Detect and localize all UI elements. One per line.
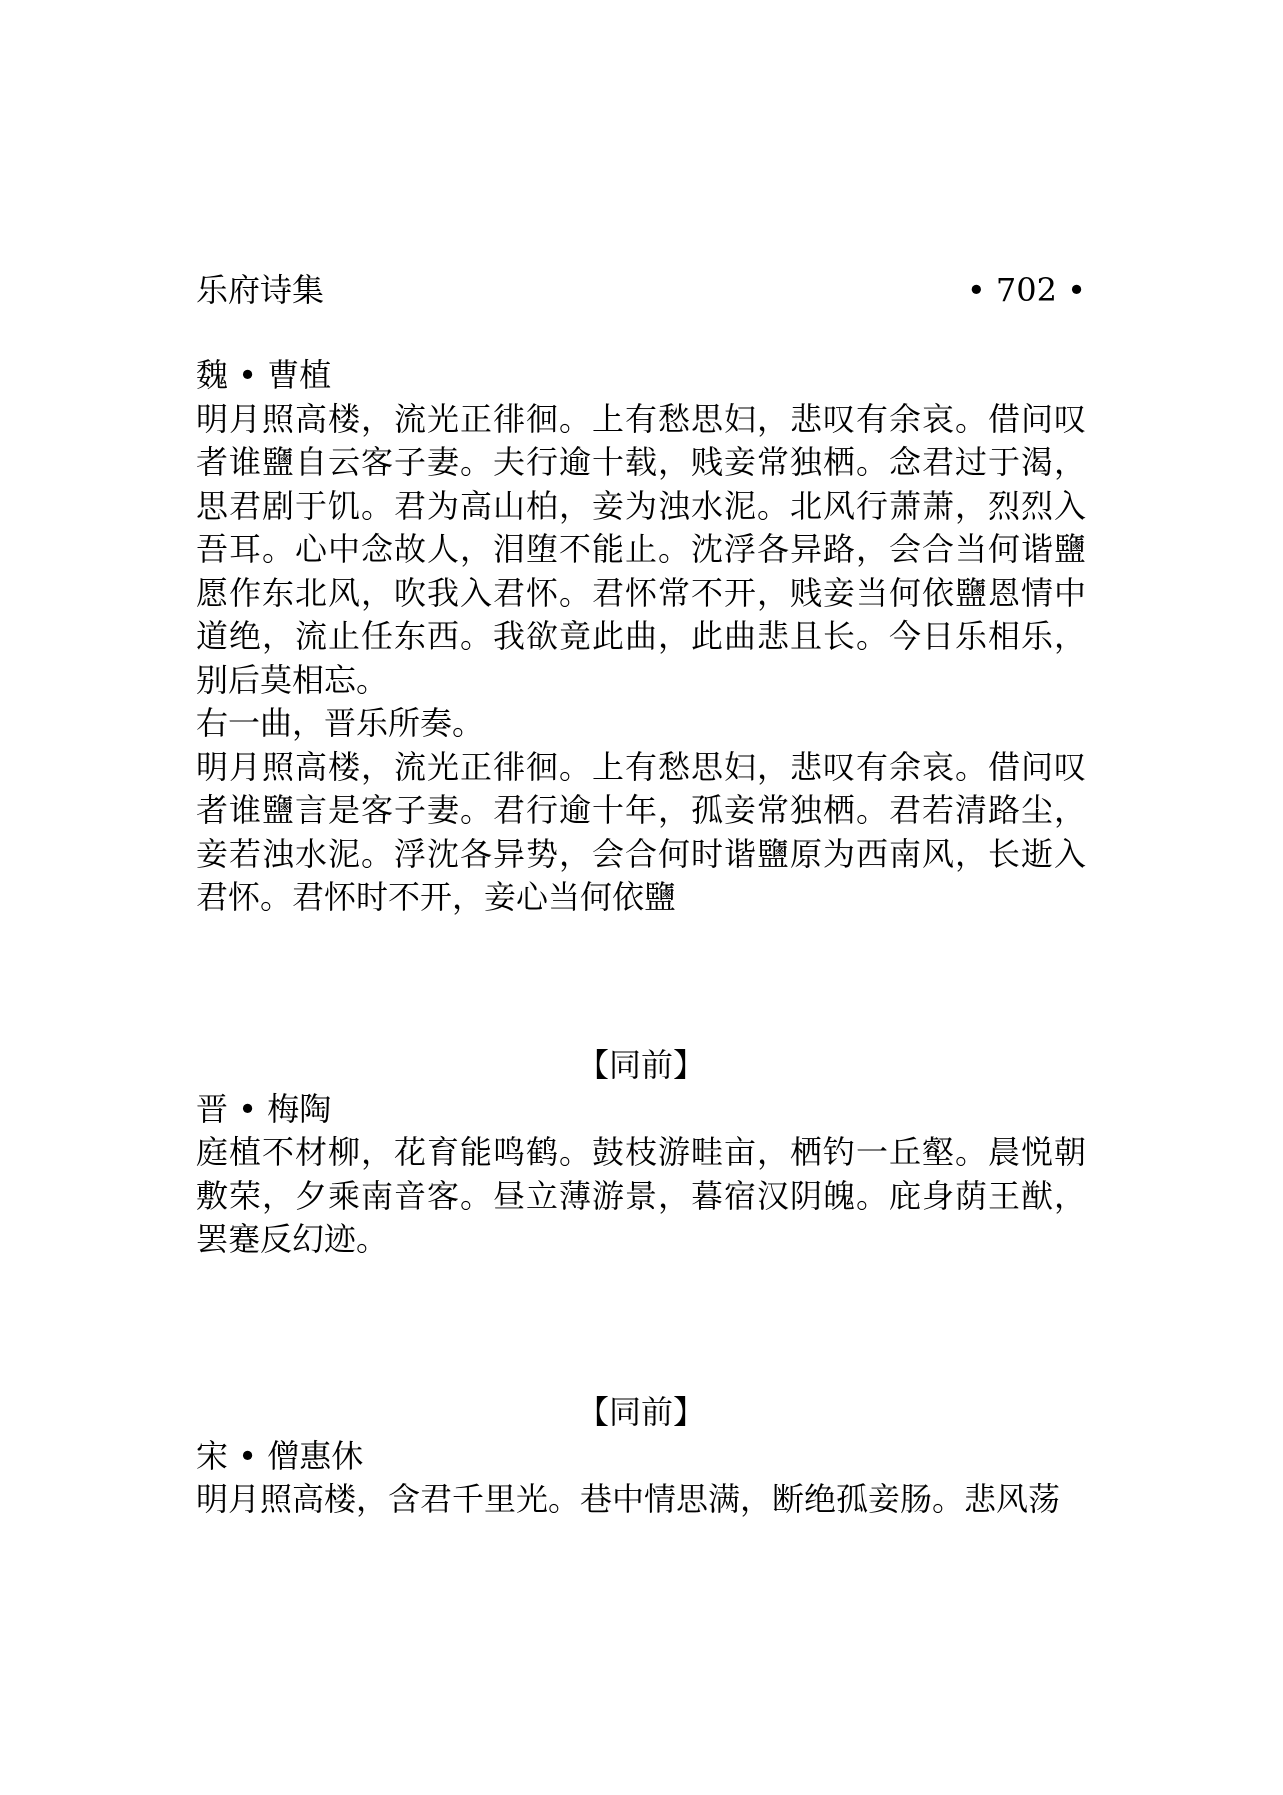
document-page <box>196 0 1086 1795</box>
poem-note: 右一曲，晋乐所奏。 <box>196 704 485 742</box>
poem-section <box>196 354 1086 920</box>
book-title: 乐府诗集 <box>196 271 325 309</box>
section-title: 【同前】 <box>576 1046 705 1084</box>
poem-text: 明月照高楼，流光正徘徊。上有愁思妇，悲叹有余哀。借问叹者谁鹽自云客子妻。夫行逾十载，贱妾常独栖。念君过于渴，思君剧于饥。君为高山柏，妾为浊水泥。北风行萧萧，烈烈入吾耳。心中念故人，泪堕不能止。沈浮各异路，会合当何谐鹽愿作东北风，吹我入君怀。君怀常不开，贱妾当何依鹽恩情中道绝，流止任东西。我欲竟此曲，此曲悲且长。今日乐相乐，别后莫相忘。 <box>196 399 1086 699</box>
poem-text: 庭植不材柳，花育能鸣鹤。鼓枝游畦亩，栖钓一丘壑。晨悦朝敷荣，夕乘南音客。昼立薄游景，暮宿汉阴魄。庇身荫王猷，罢蹇反幻迹。 <box>196 1133 1086 1258</box>
section-title: 【同前】 <box>576 1393 705 1431</box>
poem-section <box>196 1044 1086 1262</box>
poem-section <box>196 1391 1086 1522</box>
poem-author: 宋 • 僧惠休 <box>196 1436 364 1475</box>
poem-text: 明月照高楼，含君千里光。巷中情思满，断绝孤妾肠。悲风荡 <box>196 1480 1061 1518</box>
poem-author: 晋 • 梅陶 <box>196 1089 332 1128</box>
poem-author: 魏 • 曹植 <box>196 356 332 394</box>
poem-text: 明月照高楼，流光正徘徊。上有愁思妇，悲叹有余哀。借问叹者谁鹽言是客子妻。君行逾十年，孤妾常独栖。君若清路尘，妾若浊水泥。浮沈各异势，会合何时谐鹽原为西南风，长逝入君怀。君怀时不开，妾心当何依鹽 <box>196 747 1086 916</box>
page-number: • 702 • <box>966 271 1086 309</box>
page-header <box>196 268 1086 312</box>
